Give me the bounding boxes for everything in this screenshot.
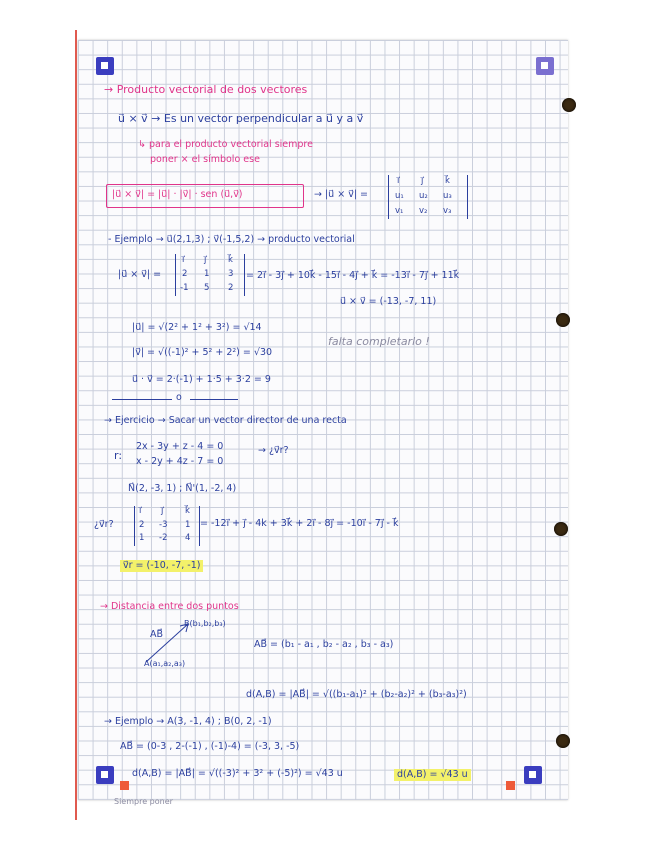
corner-mark-top-right [536,57,554,75]
binder-hole [556,313,570,327]
definition-line: u⃗ × v⃗ → Es un vector perpendicular a u⃗ y a v⃗ [118,112,364,125]
system-equation: 2x - 3y + z - 4 = 0 [136,441,224,452]
point-a: A(a₁,a₂,a₃) [144,659,186,668]
matrix-cell: u₃ [443,191,452,201]
system-equation: x - 2y + 4z - 7 = 0 [136,456,224,467]
matrix-cell: 2 [182,269,188,279]
distance-formula: d(A,B) = |AB⃗| = √((b₁-a₁)² + (b₂-a₂)² + (b₃-a₃)²) [246,689,467,700]
matrix-cell: i⃗ [139,506,142,516]
cross-product-formula: |u⃗ × v⃗| = |u⃗| · |v⃗| · sen (u⃗,v⃗) [112,189,243,200]
side-note: falta completarlo ! [328,335,430,348]
red-square-mark [120,781,129,790]
director-vector-label: ¿v⃗r? [94,519,114,530]
matrix-cell: k⃗ [445,176,450,186]
director-vector-calc: = -12i⃗ + j⃗ - 4k + 3k⃗ + 2i⃗ - 8j⃗ = -10i⃗ - 7j⃗ - k⃗ [200,518,399,529]
example-rhs: = 2i⃗ - 3j⃗ + 10k⃗ - 15i⃗ - 4j⃗ + k⃗ = -13i⃗ - 7j⃗ + 11k⃗ [246,270,460,281]
corner-mark-bottom-right [524,766,542,784]
red-square-mark [506,781,515,790]
formula-arrow: → |u⃗ × v⃗| = [314,189,369,200]
matrix-cell: 5 [204,283,210,293]
binder-hole [554,522,568,536]
normal-vectors: N⃗(2, -3, 1) ; N⃗'(1, -2, 4) [128,483,237,494]
footer-note: Siempre poner [114,797,173,806]
example-line: - Ejemplo → u⃗(2,1,3) ; v⃗(-1,5,2) → producto vectorial [108,234,355,245]
distance-result-highlight: d(A,B) = √43 u [394,769,471,781]
matrix-cell: v₃ [443,206,452,216]
matrix-cell: v₁ [395,206,404,216]
modulus-v: |v⃗| = √((-1)² + 5² + 2²) = √30 [132,347,273,358]
system-question: → ¿v⃗r? [258,445,289,456]
binder-hole [562,98,576,112]
exercise-line: → Ejercicio → Sacar un vector director de una recta [104,415,347,426]
matrix-cell: u₁ [395,191,404,201]
vector-ab-definition: AB⃗ = (b₁ - a₁ , b₂ - a₂ , b₃ - a₃) [254,639,394,650]
matrix-cell: j⃗ [204,255,207,265]
point-b: B(b₁,b₂,b₃) [184,619,226,628]
matrix-cell: -1 [180,283,189,293]
matrix-cell: -3 [159,520,168,530]
note-line: poner × el símbolo ese [150,154,260,165]
matrix-cell: i⃗ [182,255,185,265]
margin-line [75,30,77,820]
exercise-matrix [134,506,200,546]
example-matrix [175,254,245,296]
line-label: r: [114,449,123,462]
binder-hole [556,734,570,748]
matrix-cell: i⃗ [397,176,400,186]
corner-mark-bottom-left [96,766,114,784]
matrix-cell: 2 [139,520,145,530]
vector-ab-label: AB⃗ [150,629,164,640]
separator-line [190,399,238,400]
ab-calculation: AB⃗ = (0-3 , 2-(-1) , (-1)-4) = (-3, 3, -5) [120,741,300,752]
example-result: u⃗ × v⃗ = (-13, -7, 11) [340,296,437,307]
matrix-cell: k⃗ [185,506,190,516]
dot-product: u⃗ · v⃗ = 2·(-1) + 1·5 + 3·2 = 9 [132,374,271,385]
matrix-cell: u₂ [419,191,428,201]
matrix-cell: v₂ [419,206,428,216]
matrix-cell: 2 [228,283,234,293]
separator-line [112,399,172,400]
distance-calculation: d(A,B) = |AB⃗| = √((-3)² + 3² + (-5)²) = √43 u [132,768,343,779]
matrix-cell: -2 [159,533,168,543]
matrix-cell: 1 [185,520,191,530]
matrix-cell: k⃗ [228,255,233,265]
modulus-u: |u⃗| = √(2² + 1² + 3²) = √14 [132,322,262,333]
matrix-cell: 3 [228,269,234,279]
corner-mark-top-left [96,57,114,75]
matrix-cell: 1 [204,269,210,279]
matrix-cell: 4 [185,533,191,543]
formula-matrix [388,175,468,219]
note-line: ↳ para el producto vectorial siempre [138,139,313,150]
distance-title: → Distancia entre dos puntos [100,601,239,612]
matrix-cell: j⃗ [161,506,164,516]
separator-circle: o [176,392,182,403]
matrix-cell: j⃗ [421,176,424,186]
example2-line: → Ejemplo → A(3, -1, 4) ; B(0, 2, -1) [104,716,272,727]
example-lhs: |u⃗ × v⃗| = [118,269,162,280]
matrix-cell: 1 [139,533,145,543]
section-title: → Producto vectorial de dos vectores [104,83,308,96]
director-vector-result: v⃗r = (-10, -7, -1) [120,560,203,572]
